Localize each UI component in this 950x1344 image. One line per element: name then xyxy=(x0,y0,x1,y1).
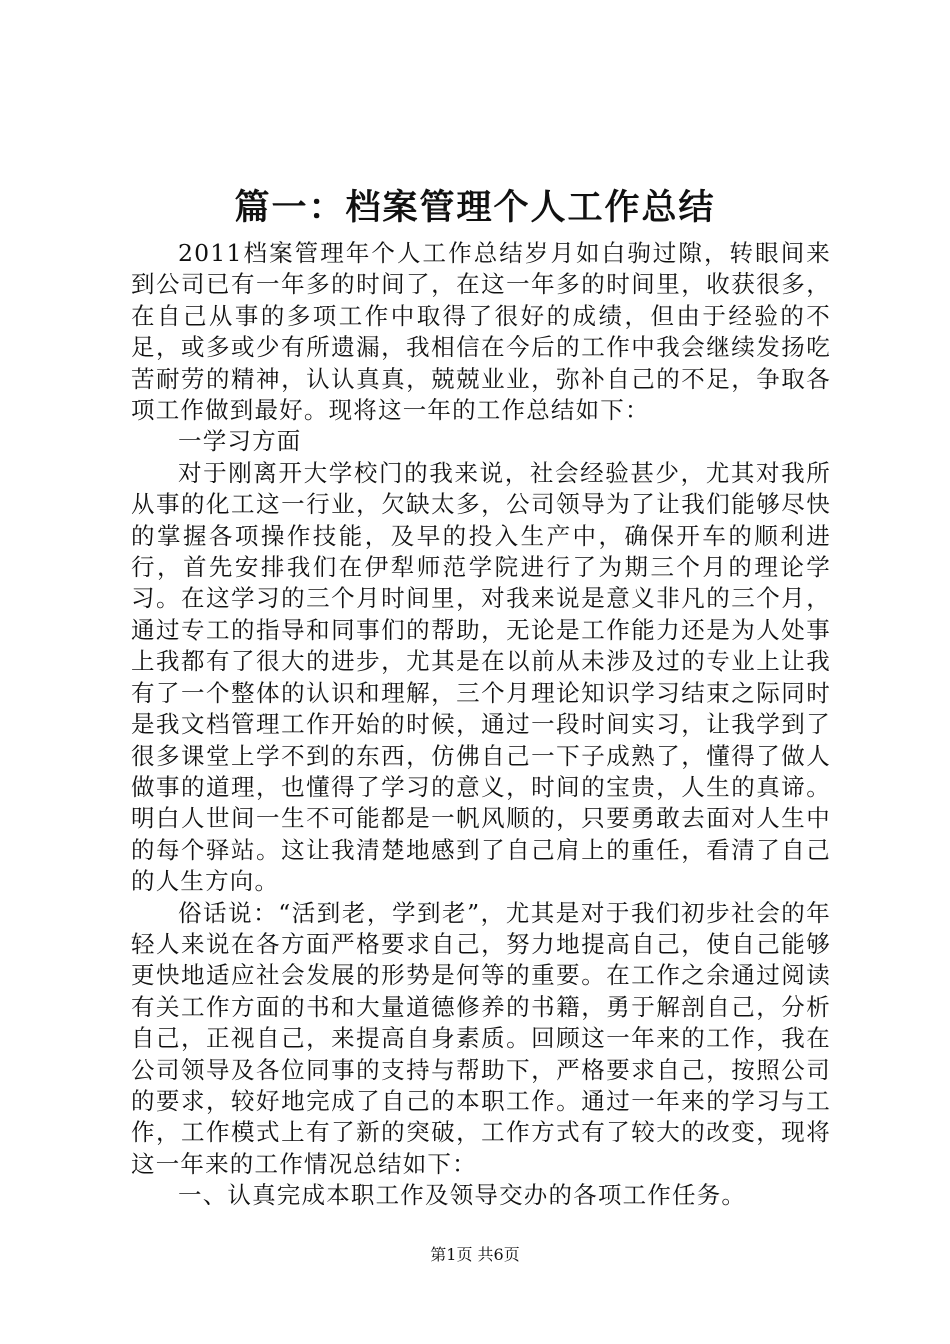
section-heading-duties: 一、认真完成本职工作及领导交办的各项工作任务。 xyxy=(178,1181,747,1210)
page-number-footer: 第1页 共6页 xyxy=(430,1245,520,1264)
paragraph-proverb: 俗话说：“活到老，学到老”，尤其是对于我们初步社会的年轻人来说在各方面严格要求自己，努力地提高自己，使自己能够更快地适应社会发展的形势是何等的重要。在工作之余通过阅读有关工作方面的书和大量道德修养的书籍，勇于解剖自己，分析自己，正视自己，来提高自身素质。回顾这一年来的工作，我在公司领导及各位同事的支持与帮助下，严格要求自己，按照公司的要求，较好地完成了自己的本职工作。通过一年来的学习与工作，工作模式上有了新的突破，工作方式有了较大的改变，现将这一年来的工作情况总结如下： xyxy=(131,898,831,1178)
paragraph-study: 对于刚离开大学校门的我来说，社会经验甚少，尤其对我所从事的化工这一行业，欠缺太多，公司领导为了让我们能够尽快的掌握各项操作技能，及早的投入生产中，确保开车的顺利进行，首先安排我们在伊犁师范学院进行了为期三个月的理论学习。在这学习的三个月时间里，对我来说是意义非凡的三个月，通过专工的指导和同事们的帮助，无论是工作能力还是为人处事上我都有了很大的进步，尤其是在以前从未涉及过的专业上让我有了一个整体的认识和理解，三个月理论知识学习结束之际同时是我文档管理工作开始的时候，通过一段时间实习，让我学到了很多课堂上学不到的东西，仿佛自己一下子成熟了，懂得了做人做事的道理，也懂得了学习的意义，时间的宝贵，人生的真谛。明白人世间一生不可能都是一帆风顺的，只要勇敢去面对人生中的每个驿站。这让我清楚地感到了自己肩上的重任，看清了自己的人生方向。 xyxy=(131,458,831,896)
section-heading-study: 一学习方面 xyxy=(178,427,302,456)
page-title: 篇一：档案管理个人工作总结 xyxy=(234,188,716,228)
paragraph-intro: 2011档案管理年个人工作总结岁月如白驹过隙，转眼间来到公司已有一年多的时间了，在这一年多的时间里，收获很多，在自己从事的多项工作中取得了很好的成绩，但由于经验的不足，或多或少有所遗漏，我相信在今后的工作中我会继续发扬吃苦耐劳的精神，认认真真，兢兢业业，弥补自己的不足，争取各项工作做到最好。现将这一年的工作总结如下： xyxy=(131,239,831,425)
document-body xyxy=(131,238,831,1212)
